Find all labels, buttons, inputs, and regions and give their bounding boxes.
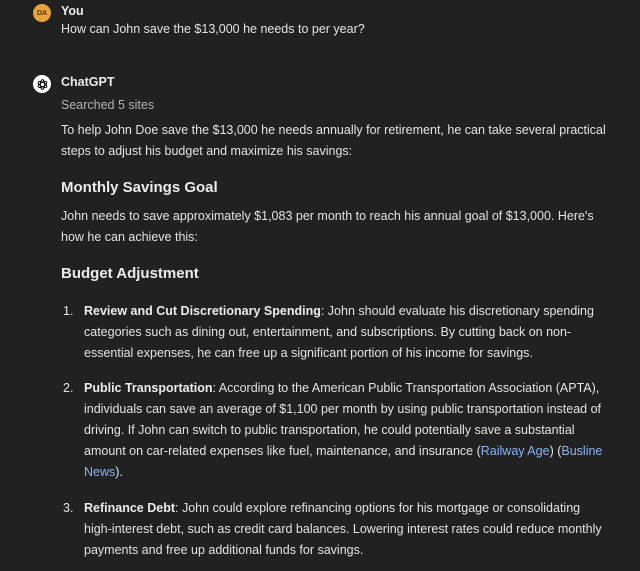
openai-logo-icon xyxy=(33,75,51,93)
user-avatar-initials: DA xyxy=(36,9,48,17)
heading-budget-adjustment: Budget Adjustment xyxy=(61,265,199,282)
list-item xyxy=(61,378,610,483)
list-item-body: : According to the American Public Transportation Association (APTA), individuals can save an average of $1,100 per month by using public transportation instead of driving. If John can switch to public transportation, he could potentially save a substantial amount on car-related expenses like fuel, maintenance, and insurance ( xyxy=(84,381,601,458)
list-item-body: : John could explore refinancing options for his mortgage or consolidating high-interest debt, such as credit card balances. Lowering interest rates could reduce monthly payments and free up additional funds for savings. xyxy=(84,501,602,557)
intro-paragraph: To help John Doe save the $13,000 he needs annually for retirement, he can take several practical steps to adjust his budget and maximize his savings: xyxy=(61,123,606,158)
list-item-title: Review and Cut Discretionary Spending xyxy=(84,304,321,318)
openai-logo-icon-svg xyxy=(36,78,49,91)
searched-sites-toggle[interactable]: Searched 5 sites xyxy=(61,98,155,112)
list-item-body: : John should evaluate his discretionary spending categories such as dining out, entertainment, and subscriptions. By cutting back on non-essential expenses, he can free up a significant portion of his income for savings. xyxy=(84,304,594,360)
list-item xyxy=(61,301,610,364)
list-item-title: Public Transportation xyxy=(84,381,213,395)
list-item-body-mid: ) ( xyxy=(549,444,562,458)
list-item-number: 1. xyxy=(63,304,74,318)
list-item xyxy=(61,498,610,561)
savings-goal-paragraph: John needs to save approximately $1,083 per month to reach his annual goal of $13,000. Here's how he can achieve this: xyxy=(61,209,594,244)
assistant-name: ChatGPT xyxy=(61,75,115,89)
list-item-body-end: ). xyxy=(115,465,123,479)
list-item-number: 3. xyxy=(63,501,74,515)
user-message-text: How can John save the $13,000 he needs to per year? xyxy=(61,22,365,36)
user-avatar xyxy=(33,4,51,22)
list-item-number: 2. xyxy=(63,381,74,395)
source-link-railway-age[interactable]: Railway Age xyxy=(480,444,550,458)
heading-monthly-savings-goal: Monthly Savings Goal xyxy=(61,179,218,196)
user-name: You xyxy=(61,4,84,18)
list-item-title: Refinance Debt xyxy=(84,501,175,515)
source-link-busline-news[interactable]: Busline News xyxy=(84,444,603,479)
